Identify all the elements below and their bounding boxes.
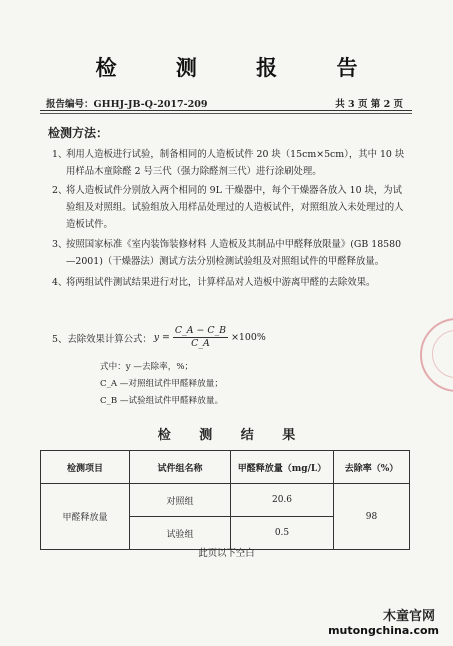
formula-numerator: C_A − C_B: [174, 325, 227, 336]
value-cell: 0.5: [231, 517, 334, 550]
method-heading: 检测方法：: [48, 126, 109, 140]
method-item-2: [52, 182, 407, 233]
removal-rate-cell: 98: [334, 484, 410, 550]
formula-lhs: y =: [153, 332, 170, 343]
watermark-cn: 木童官网: [382, 609, 435, 624]
formula-number: 5、: [52, 333, 68, 345]
method-item-4: [52, 274, 407, 291]
header-rule: [40, 110, 412, 111]
watermark-url: mutongchina.com: [328, 624, 439, 637]
group-cell: 对照组: [130, 484, 231, 517]
formula-tail: ×100%: [231, 332, 266, 343]
item-name-cell: 甲醛释放量: [41, 484, 130, 550]
method-item-text: 按照国家标准《室内装饰装修材料 人造板及其制品中甲醛释放限量》(GB 18580—2001)（干燥器法）测试方法分别检测试验组及对照组试件的甲醛释放量。: [66, 239, 402, 267]
page-info: 共 3 页 第 2 页: [335, 99, 403, 110]
method-item-text: 利用人造板进行试验，制备相同的人造板试件 20 块（15cm×5cm），其中 10 块用样品木童除醛 2 号三代（强力除醛剂三代）进行涂刷处理。: [66, 149, 405, 177]
method-item-3: [52, 236, 407, 270]
results-heading: 检 测 结 果: [157, 428, 308, 443]
blank-below-note: 此页以下空白: [198, 548, 255, 559]
page-title: 检 测 报 告: [95, 55, 384, 80]
column-header: 检测项目: [41, 451, 130, 484]
legend-line-2: C_A —对照组试件甲醛释放量；: [100, 379, 223, 389]
formula-denominator: C_A: [191, 338, 210, 349]
column-header: 去除率（%）: [334, 451, 410, 484]
value-cell: 20.6: [231, 484, 334, 517]
formula-fraction: [173, 325, 228, 350]
legend-line-3: C_B —试验组试件甲醛释放量。: [100, 396, 224, 406]
method-item-text: 将人造板试件分别放入两个相同的 9L 干燥器中，每个干燥器各放入 10 块，为试验组及对照组。试验组放入用样品处理过的人造板试件，对照组放入未处理过的人造板试件。: [66, 185, 404, 230]
table-row: [41, 484, 410, 517]
group-cell: 试验组: [130, 517, 231, 550]
formula-label: 去除效果计算公式：: [67, 333, 152, 345]
table-header-row: [41, 451, 410, 484]
legend-line-1: 式中：y —去除率，%；: [100, 362, 194, 372]
method-item-number: 3、: [52, 239, 68, 250]
method-item-number: 1、: [52, 149, 68, 160]
method-item-1: [52, 146, 407, 180]
report-number: 报告编号：GHHJ-JB-Q-2017-209: [46, 99, 208, 110]
method-item-text: 将两组试件测试结果进行对比，计算样品对人造板中游离甲醛的去除效果。: [66, 277, 376, 288]
formula: [52, 325, 266, 350]
results-table: [40, 450, 410, 550]
method-item-number: 4、: [52, 277, 68, 288]
column-header: 甲醛释放量（mg/L）: [231, 451, 334, 484]
method-item-number: 2、: [52, 185, 68, 196]
header-rule-thin: [40, 113, 412, 114]
column-header: 试件组名称: [130, 451, 231, 484]
